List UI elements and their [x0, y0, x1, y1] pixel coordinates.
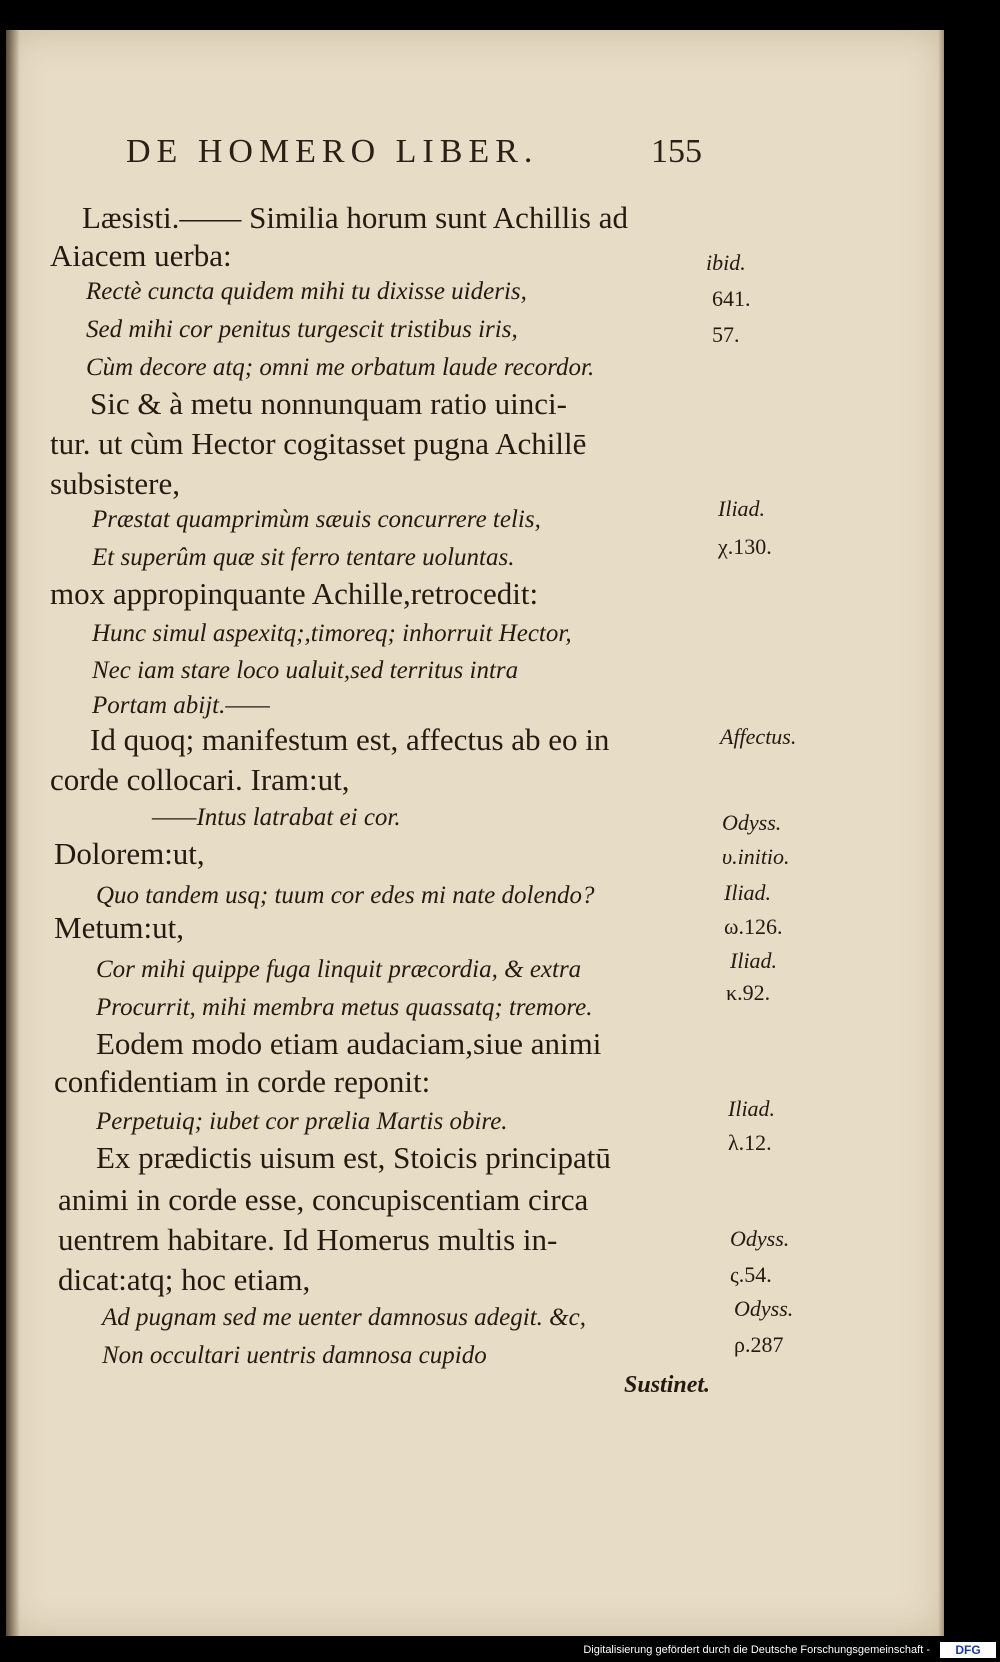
page-number: 155: [651, 133, 702, 170]
text-line: dicat:atq; hoc etiam,: [58, 1262, 311, 1297]
verse-line: Nec iam stare loco ualuit,sed territus intra: [92, 657, 519, 684]
margin-note: Iliad.: [728, 1096, 776, 1121]
text-line: tur. ut cùm Hector cogitasset pugna Achillē: [50, 426, 587, 461]
margin-note: ρ.287: [734, 1332, 784, 1357]
text-line: Læsisti.—— Similia horum sunt Achillis ad: [82, 200, 628, 235]
text-line: subsistere,: [50, 466, 181, 501]
margin-note: Affectus.: [720, 724, 797, 749]
verse-line: Perpetuiq; iubet cor prælia Martis obire.: [96, 1108, 508, 1135]
margin-note: Iliad.: [724, 880, 772, 905]
verse-line: Portam abijt.——: [92, 692, 270, 719]
verse-line: Hunc simul aspexitq;,timoreq; inhorruit Hector,: [92, 620, 572, 647]
digitization-credit: Digitalisierung gefördert durch die Deutsche Forschungsgemeinschaft -: [583, 1644, 930, 1656]
margin-note: Odyss.: [730, 1226, 790, 1251]
margin-note: ibid.: [706, 250, 746, 275]
margin-note: ω.126.: [724, 914, 783, 939]
text-line: animi in corde esse, concupiscentiam circa: [58, 1182, 589, 1217]
text-line: Aiacem uerba:: [50, 238, 232, 273]
verse-line: Quo tandem usq; tuum cor edes mi nate dolendo?: [96, 882, 595, 909]
verse-line: Non occultari uentris damnosa cupido: [102, 1342, 487, 1369]
verse-line: Sed mihi cor penitus turgescit tristibus iris,: [86, 316, 518, 343]
text-line: confidentiam in corde reponit:: [54, 1064, 431, 1099]
page-edge-shadow: [938, 30, 944, 1636]
verse-line: ——Intus latrabat ei cor.: [152, 804, 401, 831]
running-header: DE HOMERO LIBER.: [126, 133, 539, 170]
page-spine-shadow: [6, 30, 20, 1636]
margin-note: Odyss.: [722, 810, 782, 835]
catchword: Sustinet.: [624, 1372, 711, 1398]
margin-note: ς.54.: [730, 1262, 772, 1287]
verse-line: Cor mihi quippe fuga linquit præcordia, & extra: [96, 956, 582, 983]
margin-note: Iliad.: [718, 496, 766, 521]
verse-line: Præstat quamprimùm sæuis concurrere telis,: [92, 506, 541, 533]
verse-line: Cùm decore atq; omni me orbatum laude recordor.: [86, 354, 595, 381]
margin-note: υ.initio.: [722, 844, 790, 869]
text-line: uentrem habitare. Id Homerus multis in-: [58, 1222, 558, 1257]
text-line: Eodem modo etiam audaciam,siue animi: [96, 1026, 602, 1061]
text-line: Ex prædictis uisum est, Stoicis principatū: [96, 1140, 611, 1175]
margin-note: Iliad.: [730, 948, 778, 973]
text-line: Metum:ut,: [54, 910, 185, 945]
margin-note: χ.130.: [718, 534, 772, 559]
margin-note: Odyss.: [734, 1296, 794, 1321]
dfg-logo: DFG: [940, 1642, 996, 1658]
verse-line: Rectè cuncta quidem mihi tu dixisse uideris,: [86, 278, 527, 305]
text-line: corde collocari. Iram:ut,: [50, 762, 350, 797]
verse-line: Et superûm quæ sit ferro tentare uoluntas.: [92, 544, 515, 571]
margin-note: λ.12.: [728, 1130, 772, 1155]
book-page: [6, 30, 944, 1636]
verse-line: Ad pugnam sed me uenter damnosus adegit. &c,: [102, 1304, 586, 1331]
text-line: Sic & à metu nonnunquam ratio uinci-: [90, 386, 567, 421]
text-line: mox appropinquante Achille,retrocedit:: [50, 576, 539, 611]
text-line: Id quoq; manifestum est, affectus ab eo in: [90, 722, 610, 757]
margin-note: κ.92.: [726, 980, 771, 1005]
margin-note: 57.: [712, 322, 740, 347]
margin-note: 641.: [712, 286, 751, 311]
text-line: Dolorem:ut,: [54, 836, 205, 871]
verse-line: Procurrit, mihi membra metus quassatq; tremore.: [96, 994, 593, 1021]
